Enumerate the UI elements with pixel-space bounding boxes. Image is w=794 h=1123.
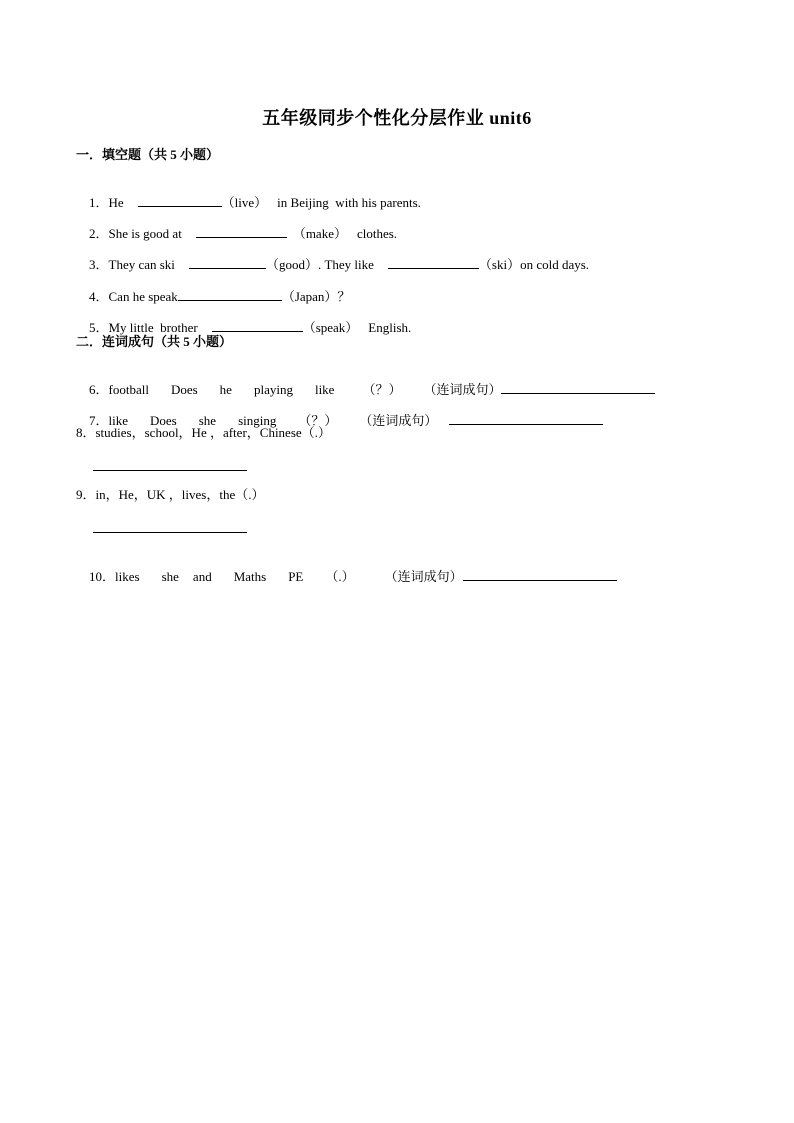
question-3-hint-1: （good）. They like bbox=[265, 257, 374, 272]
question-3-blank-2[interactable] bbox=[388, 255, 479, 269]
question-5-rest: English. bbox=[368, 320, 412, 335]
question-6-word: playing bbox=[253, 382, 293, 397]
question-4-hint: （Japan）？ bbox=[281, 289, 351, 304]
question-6-number: 6． bbox=[89, 382, 109, 397]
question-1-text: 1．He bbox=[89, 195, 124, 210]
question-7-number: 7． bbox=[89, 413, 109, 428]
question-7 bbox=[76, 391, 603, 428]
question-9-answer-line[interactable] bbox=[93, 531, 247, 533]
question-10-word: likes bbox=[115, 569, 140, 584]
question-1 bbox=[76, 173, 421, 210]
question-7-tag: （连词成句） bbox=[359, 413, 438, 428]
question-6-punct: （？） bbox=[362, 382, 402, 397]
question-4 bbox=[76, 267, 351, 304]
question-2-rest: clothes. bbox=[356, 226, 398, 241]
question-10-word: and bbox=[192, 569, 212, 584]
question-10-word: PE bbox=[288, 569, 304, 584]
question-10-number: 10． bbox=[89, 569, 116, 584]
question-5-text: 5．My little brother bbox=[89, 320, 198, 335]
question-10-word: she bbox=[161, 569, 179, 584]
question-1-rest: in Beijing with his parents. bbox=[277, 195, 421, 210]
question-7-punct: （？） bbox=[298, 413, 338, 428]
page-title: 五年级同步个性化分层作业 unit6 bbox=[262, 108, 532, 128]
question-6-word: football bbox=[108, 382, 149, 397]
question-2-text: 2．She is good at bbox=[89, 226, 182, 241]
question-1-hint: （live） bbox=[221, 195, 268, 210]
question-6-tag: （连词成句） bbox=[423, 382, 502, 397]
question-3 bbox=[76, 235, 590, 272]
question-7-word: like bbox=[108, 413, 129, 428]
question-6-word: like bbox=[314, 382, 335, 397]
question-8-answer-line[interactable] bbox=[93, 469, 247, 471]
question-10-answer-line[interactable] bbox=[463, 567, 617, 581]
section-fill-blank-heading: 一．填空题（共 5 小题） bbox=[76, 147, 220, 162]
question-3-hint-2: （ski）on cold days. bbox=[478, 257, 590, 272]
question-5 bbox=[76, 298, 412, 335]
question-6 bbox=[76, 360, 655, 397]
question-6-word: Does bbox=[170, 382, 198, 397]
question-3-text: 3．They can ski bbox=[89, 257, 175, 272]
question-10-word: Maths bbox=[233, 569, 267, 584]
question-10-tag: （连词成句） bbox=[384, 569, 463, 584]
question-10 bbox=[76, 547, 617, 584]
question-7-answer-line[interactable] bbox=[449, 411, 603, 425]
question-4-text: 4．Can he speak bbox=[89, 289, 178, 304]
question-9: 9．in，He，UK ，lives，the（.） bbox=[76, 487, 265, 502]
question-2-hint: （make） bbox=[292, 226, 347, 241]
question-7-word: singing bbox=[238, 413, 277, 428]
section-sentence-building-heading: 二．连词成句（共 5 小题） bbox=[76, 334, 233, 349]
question-7-word: Does bbox=[150, 413, 177, 428]
question-5-blank[interactable] bbox=[212, 318, 303, 332]
question-7-word: she bbox=[198, 413, 217, 428]
question-5-hint: （speak） bbox=[302, 320, 359, 335]
question-2 bbox=[76, 204, 398, 241]
question-8: 8．studies，school，He ，after，Chinese（.） bbox=[76, 425, 331, 440]
question-10-punct: （.） bbox=[325, 569, 355, 584]
question-6-word: he bbox=[219, 382, 232, 397]
